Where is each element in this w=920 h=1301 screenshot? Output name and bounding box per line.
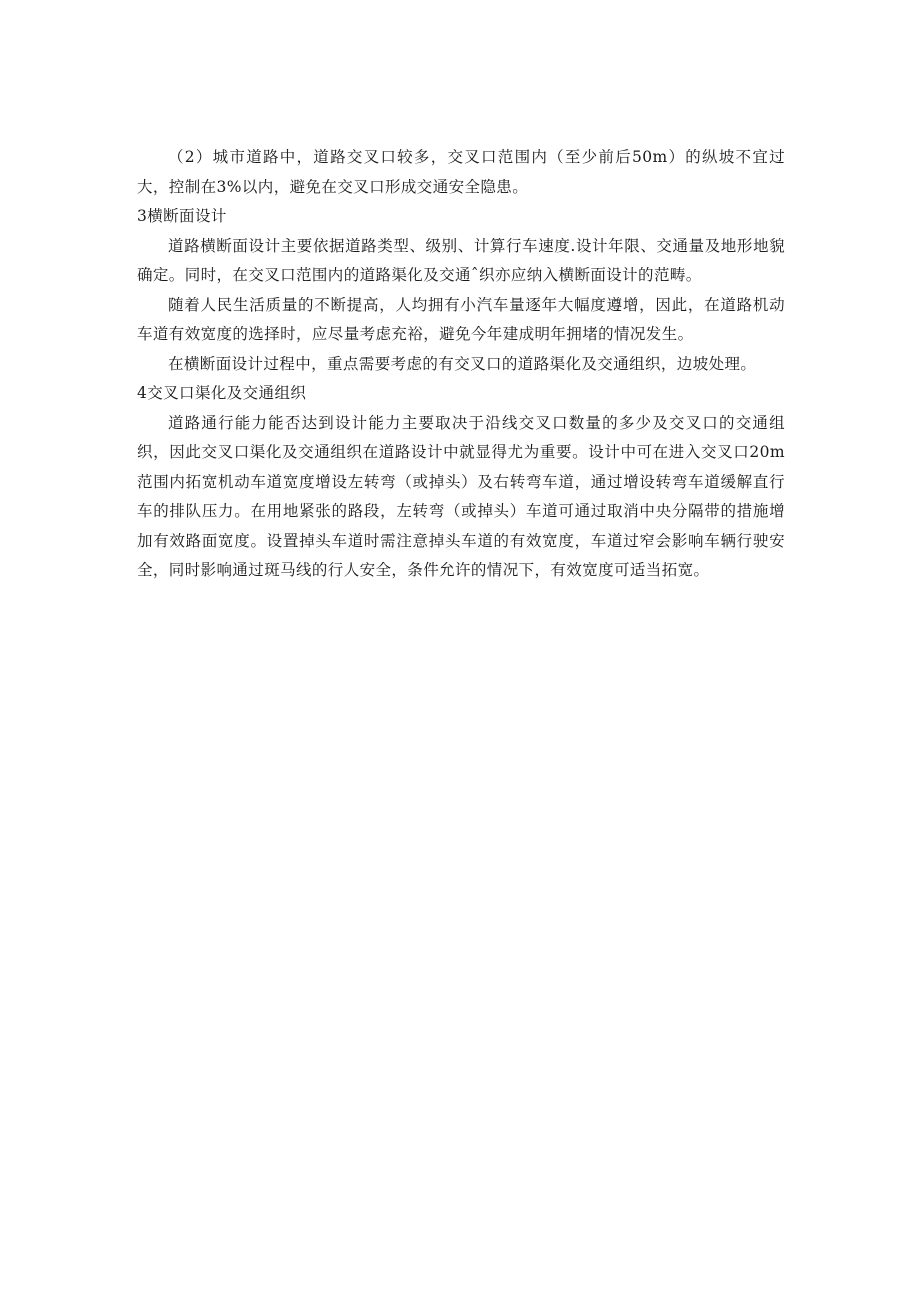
paragraph-channelization-details: 道路通行能力能否达到设计能力主要取决于沿线交叉口数量的多少及交叉口的交通组织，因此交叉口渠化及交通组织在道路设计中就显得尤为重要。设计中可在进入交叉口20m范围内拓宽机动车道宽度增设左转弯（或掉头）及右转弯车道，通过增设转弯车道缓解直行车的排队压力。在用地紧张的路段，左转弯（或掉头）车道可通过取消中央分隔带的措施增加有效路面宽度。设置掉头车道时需注意掉头车道的有效宽度，车道过窄会影响车辆行驶安全，同时影响通过斑马线的行人安全，条件允许的情况下，有效宽度可适当拓宽。 — [137, 413, 785, 579]
paragraph-cross-section-basis: 道路横断面设计主要依据道路类型、级别、计算行车速度.设计年限、交通量及地形地貌确定。同时，在交叉口范围内的道路渠化及交通ˆ织亦应纳入横断面设计的范畴。 — [137, 236, 785, 284]
section-heading-channelization: 4交叉口渠化及交通组织 — [137, 384, 307, 402]
section-heading-cross-section: 3横断面设计 — [137, 207, 227, 225]
paragraph-lane-width: 随着人民生活质量的不断提高，人均拥有小汽车量逐年大幅度遵增，因此，在道路机动车道有效宽度的选择时，应尽量考虑充裕，避免今年建成明年拥堵的情况发生。 — [137, 295, 785, 343]
paragraph-intersection-slope: （2）城市道路中，道路交叉口较多，交叉口范围内（至少前后50m）的纵坡不宜过大，控制在3%以内，避免在交叉口形成交通安全隐患。 — [137, 148, 785, 196]
paragraph-design-considerations: 在横断面设计过程中，重点需要考虑的有交叉口的道路渠化及交通组织，边坡处理。 — [168, 354, 757, 373]
document-body — [137, 143, 785, 586]
